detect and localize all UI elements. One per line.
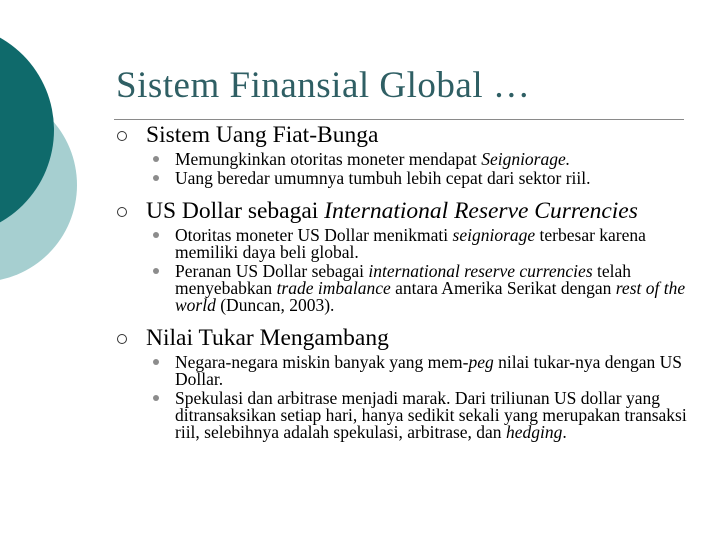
text-run: antara Amerika Serikat dengan	[390, 278, 616, 298]
italic-run: hedging	[505, 422, 563, 442]
italic-run: international reserve currencies	[368, 261, 593, 281]
section-floating-rate	[113, 325, 703, 351]
italic-run: International Reserve Currencies	[324, 198, 638, 224]
text-run: Spekulasi dan arbitrase menjadi marak. Dari triliunan US dollar yang ditransaksikan setiap hari, hanya sedikit sekali yang merupakan transaksi riil, selebihnya adalah spekulasi, arbitrase, dan	[175, 388, 687, 442]
section-fiat-items	[113, 151, 703, 187]
text-run: nilai tukar-nya dengan US Dollar.	[175, 352, 682, 389]
section-usd-items	[113, 227, 703, 314]
hollow-circle-bullet-icon	[117, 207, 127, 217]
dot-bullet-icon	[153, 156, 159, 162]
italic-run: rest of the world	[175, 278, 686, 315]
list-item	[113, 151, 703, 168]
list-item-text	[175, 168, 591, 188]
dot-bullet-icon	[153, 395, 159, 401]
list-item	[113, 170, 703, 187]
list-item-text	[175, 225, 646, 262]
section-floating-items	[113, 354, 703, 441]
section-fiat-interest	[113, 122, 703, 148]
dot-bullet-icon	[153, 175, 159, 181]
title-divider	[114, 119, 684, 120]
hollow-circle-bullet-icon	[117, 131, 127, 141]
dot-bullet-icon	[153, 232, 159, 238]
section-heading	[146, 122, 378, 148]
list-item-text	[175, 388, 687, 442]
italic-run: trade imbalance	[276, 278, 391, 298]
text-run: (Duncan, 2003).	[215, 295, 335, 315]
text-run: telah menyebabkan	[175, 261, 632, 298]
text-run: Sistem Uang Fiat-Bunga	[146, 122, 379, 148]
list-item-text	[175, 149, 570, 169]
section-heading	[146, 325, 389, 351]
text-run: Otoritas moneter US Dollar menikmati	[175, 225, 453, 245]
text-run: Uang beredar umumnya tumbuh lebih cepat dari sektor riil.	[175, 168, 591, 188]
text-run: Nilai Tukar Mengambang	[146, 325, 389, 351]
list-item	[113, 263, 703, 314]
list-item	[113, 227, 703, 261]
hollow-circle-bullet-icon	[117, 334, 127, 344]
section-heading	[146, 198, 638, 224]
italic-run: Seigniorage.	[481, 149, 571, 169]
dot-bullet-icon	[153, 268, 159, 274]
text-run: Negara-negara miskin banyak yang mem-	[175, 352, 469, 372]
dot-bullet-icon	[153, 359, 159, 365]
slide-body	[113, 122, 703, 441]
list-item-text	[175, 352, 682, 389]
section-usd-reserve	[113, 198, 703, 224]
list-item	[113, 354, 703, 388]
italic-run: seigniorage	[452, 225, 536, 245]
text-run: terbesar karena memiliki daya beli global.	[175, 225, 646, 262]
slide-title: Sistem Finansial Global …	[116, 65, 531, 106]
list-item-text	[175, 261, 685, 315]
text-run: Peranan US Dollar sebagai	[175, 261, 369, 281]
text-run: Memungkinkan otoritas moneter mendapat	[175, 149, 482, 169]
list-item	[113, 390, 703, 441]
italic-run: peg	[468, 352, 494, 372]
text-run: US Dollar sebagai	[146, 198, 325, 224]
text-run: .	[562, 422, 567, 442]
